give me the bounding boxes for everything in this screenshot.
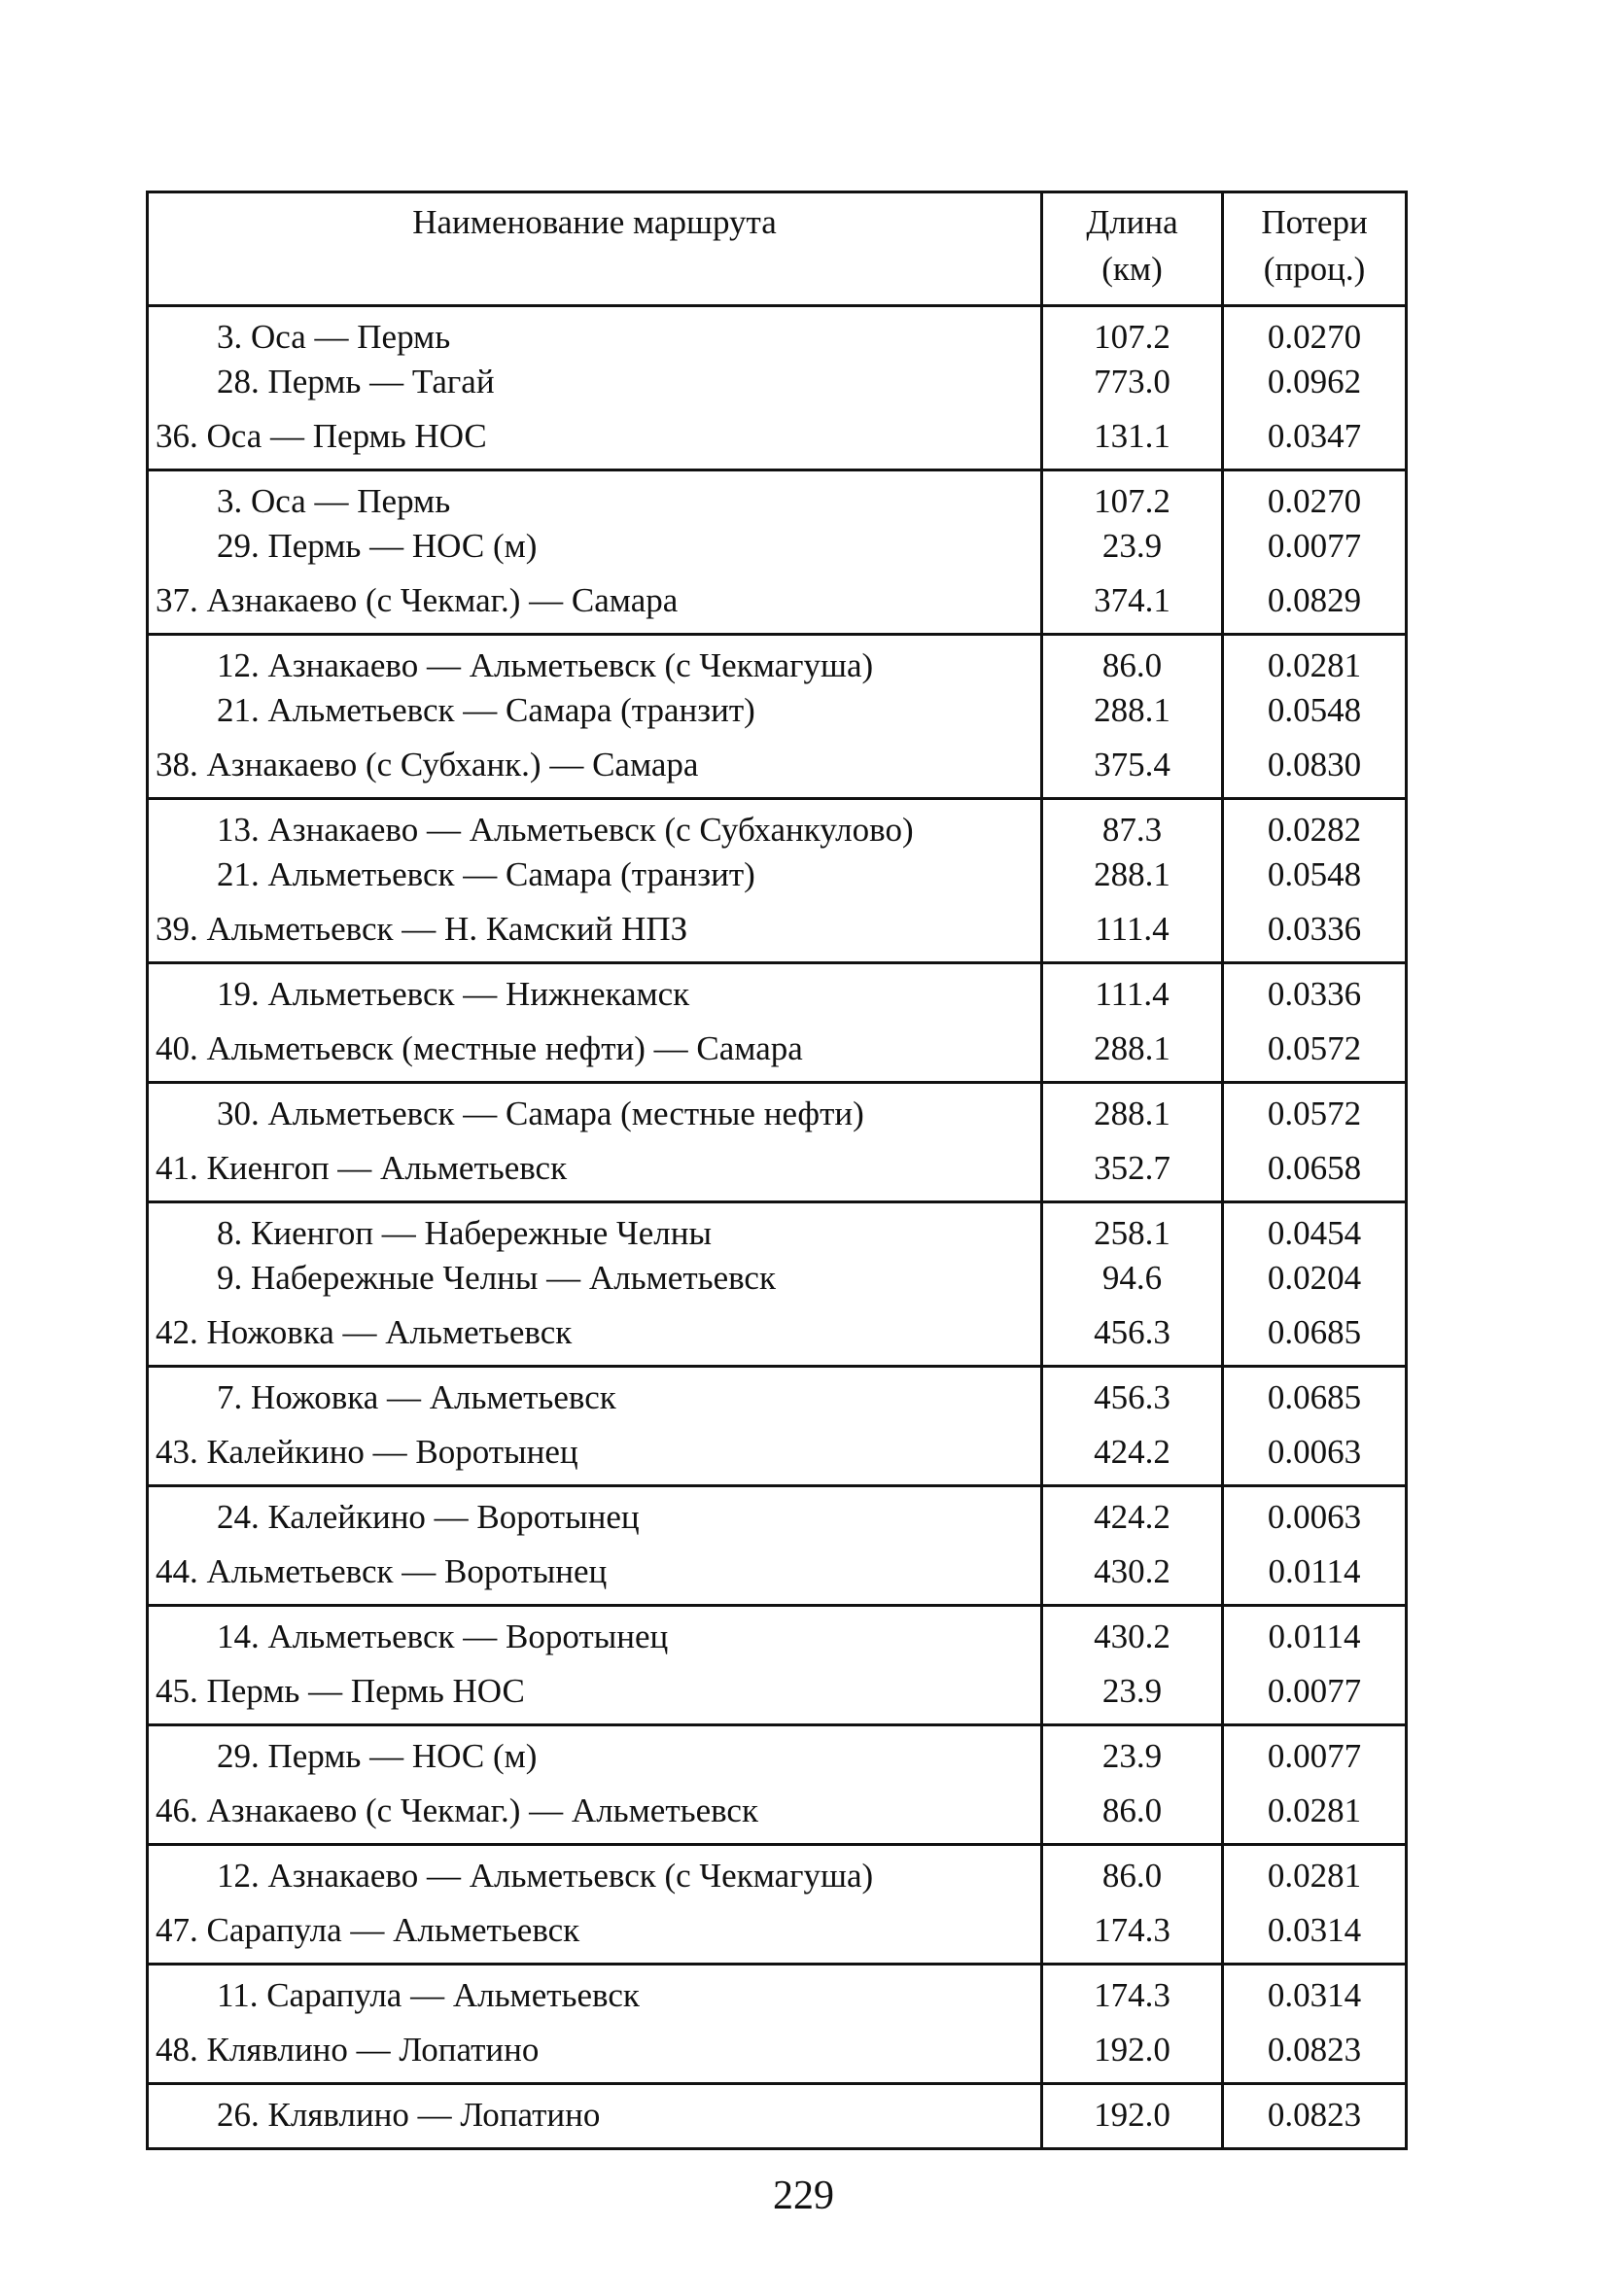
route-summary-row — [148, 1779, 1407, 1845]
route-group — [148, 470, 1407, 635]
route-group — [148, 1965, 1407, 2084]
route-length-cell: 107.2 — [1042, 306, 1223, 361]
route-length-cell: 94.6 — [1042, 1256, 1223, 1301]
header-route-name — [148, 192, 1042, 306]
route-loss-cell: 0.0658 — [1223, 1136, 1407, 1202]
header-length-unit: (км) — [1101, 250, 1163, 288]
route-length-cell: 430.2 — [1042, 1540, 1223, 1606]
route-name-cell: 45. Пермь — Пермь НОС — [148, 1659, 1042, 1725]
route-group — [148, 306, 1407, 470]
route-length-cell: 456.3 — [1042, 1301, 1223, 1367]
route-loss-cell: 0.0454 — [1223, 1202, 1407, 1257]
route-name-cell: 38. Азнакаево (с Субханк.) — Самара — [148, 733, 1042, 799]
route-length-cell: 86.0 — [1042, 1779, 1223, 1845]
route-group — [148, 1486, 1407, 1606]
route-length-cell: 424.2 — [1042, 1486, 1223, 1541]
route-length-cell: 424.2 — [1042, 1420, 1223, 1486]
route-component-row — [148, 1845, 1407, 1899]
route-loss-cell: 0.0962 — [1223, 360, 1407, 404]
route-component-row — [148, 470, 1407, 525]
route-name-cell: 7. Ножовка — Альметьевск — [148, 1367, 1042, 1421]
route-loss-cell: 0.0281 — [1223, 1779, 1407, 1845]
route-length-cell: 288.1 — [1042, 1017, 1223, 1083]
route-loss-cell: 0.0114 — [1223, 1606, 1407, 1660]
route-name-cell: 21. Альметьевск — Самара (транзит) — [148, 688, 1042, 733]
route-loss-cell: 0.0281 — [1223, 1845, 1407, 1899]
route-summary-row — [148, 733, 1407, 799]
route-length-cell: 288.1 — [1042, 688, 1223, 733]
route-group — [148, 963, 1407, 1083]
route-loss-cell: 0.0548 — [1223, 688, 1407, 733]
header-length-label: Длина — [1086, 203, 1178, 241]
route-loss-cell: 0.0063 — [1223, 1486, 1407, 1541]
route-name-cell: 43. Калейкино — Воротынец — [148, 1420, 1042, 1486]
route-summary-row — [148, 1420, 1407, 1486]
route-length-cell: 375.4 — [1042, 733, 1223, 799]
route-loss-cell: 0.0336 — [1223, 963, 1407, 1018]
route-length-cell: 23.9 — [1042, 1659, 1223, 1725]
route-name-cell: 41. Киенгоп — Альметьевск — [148, 1136, 1042, 1202]
route-summary-row — [148, 569, 1407, 635]
route-group — [148, 635, 1407, 799]
route-group — [148, 1845, 1407, 1965]
route-component-row — [148, 1606, 1407, 1660]
route-loss-cell: 0.0830 — [1223, 733, 1407, 799]
route-loss-cell: 0.0829 — [1223, 569, 1407, 635]
route-loss-cell: 0.0685 — [1223, 1367, 1407, 1421]
route-summary-row — [148, 1136, 1407, 1202]
route-summary-row — [148, 2018, 1407, 2084]
route-summary-row — [148, 404, 1407, 470]
route-name-cell: 39. Альметьевск — Н. Камский НПЗ — [148, 897, 1042, 963]
table-header — [148, 192, 1407, 306]
route-loss-cell: 0.0281 — [1223, 635, 1407, 689]
route-summary-row — [148, 1301, 1407, 1367]
route-group — [148, 799, 1407, 963]
route-group — [148, 1083, 1407, 1202]
route-length-cell: 111.4 — [1042, 897, 1223, 963]
page-number: 229 — [773, 2174, 834, 2218]
route-length-cell: 174.3 — [1042, 1898, 1223, 1965]
route-length-cell: 430.2 — [1042, 1606, 1223, 1660]
route-component-row — [148, 306, 1407, 361]
route-loss-cell: 0.0270 — [1223, 470, 1407, 525]
route-name-cell: 28. Пермь — Тагай — [148, 360, 1042, 404]
route-component-row — [148, 1965, 1407, 2019]
header-loss-unit: (проц.) — [1263, 250, 1366, 288]
route-name-cell: 12. Азнакаево — Альметьевск (с Чекмагуша) — [148, 635, 1042, 689]
route-length-cell: 192.0 — [1042, 2018, 1223, 2084]
route-component-row — [148, 1256, 1407, 1301]
route-name-cell: 9. Набережные Челны — Альметьевск — [148, 1256, 1042, 1301]
route-summary-row — [148, 1659, 1407, 1725]
route-loss-cell: 0.0572 — [1223, 1083, 1407, 1137]
route-loss-cell: 0.0077 — [1223, 1659, 1407, 1725]
route-length-cell: 23.9 — [1042, 1725, 1223, 1780]
route-name-cell: 40. Альметьевск (местные нефти) — Самара — [148, 1017, 1042, 1083]
route-name-cell: 3. Оса — Пермь — [148, 306, 1042, 361]
route-length-cell: 86.0 — [1042, 635, 1223, 689]
header-row — [148, 192, 1407, 306]
route-summary-row — [148, 1017, 1407, 1083]
route-length-cell: 456.3 — [1042, 1367, 1223, 1421]
route-name-cell: 26. Клявлино — Лопатино — [148, 2084, 1042, 2149]
route-loss-cell: 0.0077 — [1223, 1725, 1407, 1780]
route-loss-cell: 0.0314 — [1223, 1965, 1407, 2019]
route-group — [148, 1202, 1407, 1367]
header-route-name-label: Наименование маршрута — [412, 203, 777, 241]
route-component-row — [148, 963, 1407, 1018]
route-group — [148, 1606, 1407, 1725]
route-loss-cell: 0.0314 — [1223, 1898, 1407, 1965]
route-component-row — [148, 1725, 1407, 1780]
route-length-cell: 23.9 — [1042, 524, 1223, 569]
route-name-cell: 13. Азнакаево — Альметьевск (с Субханкулово) — [148, 799, 1042, 853]
route-name-cell: 24. Калейкино — Воротынец — [148, 1486, 1042, 1541]
route-name-cell: 44. Альметьевск — Воротынец — [148, 1540, 1042, 1606]
route-length-cell: 352.7 — [1042, 1136, 1223, 1202]
route-summary-row — [148, 1540, 1407, 1606]
route-summary-row — [148, 897, 1407, 963]
route-name-cell: 42. Ножовка — Альметьевск — [148, 1301, 1042, 1367]
header-length — [1042, 192, 1223, 306]
route-length-cell: 288.1 — [1042, 852, 1223, 897]
route-name-cell: 8. Киенгоп — Набережные Челны — [148, 1202, 1042, 1257]
route-name-cell: 30. Альметьевск — Самара (местные нефти) — [148, 1083, 1042, 1137]
route-length-cell: 87.3 — [1042, 799, 1223, 853]
route-component-row — [148, 852, 1407, 897]
route-name-cell: 11. Сарапула — Альметьевск — [148, 1965, 1042, 2019]
route-summary-row — [148, 1898, 1407, 1965]
route-name-cell: 36. Оса — Пермь НОС — [148, 404, 1042, 470]
route-loss-cell: 0.0823 — [1223, 2084, 1407, 2149]
route-component-row — [148, 1202, 1407, 1257]
route-name-cell: 47. Сарапула — Альметьевск — [148, 1898, 1042, 1965]
route-length-cell: 107.2 — [1042, 470, 1223, 525]
route-name-cell: 37. Азнакаево (с Чекмаг.) — Самара — [148, 569, 1042, 635]
route-length-cell: 288.1 — [1042, 1083, 1223, 1137]
route-loss-cell: 0.0282 — [1223, 799, 1407, 853]
route-name-cell: 48. Клявлино — Лопатино — [148, 2018, 1042, 2084]
route-component-row — [148, 360, 1407, 404]
route-name-cell: 19. Альметьевск — Нижнекамск — [148, 963, 1042, 1018]
route-name-cell: 46. Азнакаево (с Чекмаг.) — Альметьевск — [148, 1779, 1042, 1845]
route-length-cell: 131.1 — [1042, 404, 1223, 470]
route-component-row — [148, 635, 1407, 689]
routes-table — [146, 191, 1408, 2150]
route-name-cell: 29. Пермь — НОС (м) — [148, 1725, 1042, 1780]
route-component-row — [148, 1367, 1407, 1421]
route-length-cell: 374.1 — [1042, 569, 1223, 635]
route-length-cell: 174.3 — [1042, 1965, 1223, 2019]
route-length-cell: 86.0 — [1042, 1845, 1223, 1899]
route-length-cell: 258.1 — [1042, 1202, 1223, 1257]
route-loss-cell: 0.0572 — [1223, 1017, 1407, 1083]
route-name-cell: 12. Азнакаево — Альметьевск (с Чекмагуша) — [148, 1845, 1042, 1899]
route-name-cell: 21. Альметьевск — Самара (транзит) — [148, 852, 1042, 897]
route-loss-cell: 0.0336 — [1223, 897, 1407, 963]
route-loss-cell: 0.0204 — [1223, 1256, 1407, 1301]
route-component-row — [148, 1486, 1407, 1541]
route-component-row — [148, 799, 1407, 853]
route-loss-cell: 0.0347 — [1223, 404, 1407, 470]
route-group — [148, 2084, 1407, 2149]
route-length-cell: 773.0 — [1042, 360, 1223, 404]
route-component-row — [148, 2084, 1407, 2149]
route-name-cell: 3. Оса — Пермь — [148, 470, 1042, 525]
route-name-cell: 14. Альметьевск — Воротынец — [148, 1606, 1042, 1660]
header-loss-label: Потери — [1261, 203, 1368, 241]
route-loss-cell: 0.0548 — [1223, 852, 1407, 897]
route-loss-cell: 0.0685 — [1223, 1301, 1407, 1367]
route-loss-cell: 0.0063 — [1223, 1420, 1407, 1486]
route-name-cell: 29. Пермь — НОС (м) — [148, 524, 1042, 569]
route-component-row — [148, 524, 1407, 569]
route-length-cell: 192.0 — [1042, 2084, 1223, 2149]
route-group — [148, 1367, 1407, 1486]
route-loss-cell: 0.0270 — [1223, 306, 1407, 361]
route-loss-cell: 0.0077 — [1223, 524, 1407, 569]
route-length-cell: 111.4 — [1042, 963, 1223, 1018]
route-component-row — [148, 688, 1407, 733]
route-component-row — [148, 1083, 1407, 1137]
route-group — [148, 1725, 1407, 1845]
route-loss-cell: 0.0114 — [1223, 1540, 1407, 1606]
route-loss-cell: 0.0823 — [1223, 2018, 1407, 2084]
header-loss — [1223, 192, 1407, 306]
